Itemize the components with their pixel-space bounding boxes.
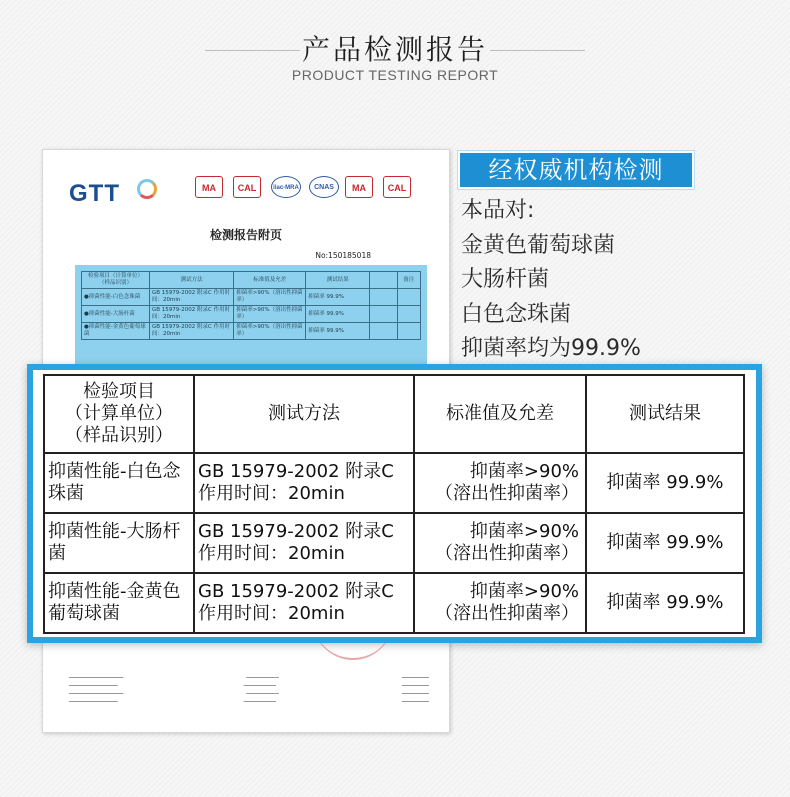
- mini-cell: [370, 323, 397, 340]
- mini-cell: [370, 306, 397, 323]
- method-line: 作用时间：20min: [198, 483, 345, 504]
- point-ecoli: 大肠杆菌: [461, 267, 550, 292]
- point-intro: 本品对:: [461, 198, 535, 223]
- cal-mark-icon-2: CAL: [383, 176, 411, 198]
- standard-line: 抑菌率>90%: [469, 461, 579, 482]
- zoomed-table-background: [33, 370, 756, 637]
- document-mini-table-highlight: [75, 265, 427, 375]
- mini-cell: GB 15979-2002 附录C 作用时间：20min: [150, 323, 234, 340]
- ilac-mark-icon: ilac-MRA: [271, 176, 301, 198]
- mini-cell: [370, 289, 397, 306]
- cell-method: [194, 453, 414, 513]
- mini-cell: GB 15979-2002 附录C 作用时间：20min: [150, 289, 234, 306]
- header-result: 测试结果: [586, 375, 744, 453]
- cell-method: [194, 513, 414, 573]
- cell-item: 抑菌性能-金黄色葡萄球菌: [44, 573, 194, 633]
- mini-cell: [397, 306, 420, 323]
- method-line: GB 15979-2002 附录C: [198, 521, 394, 542]
- cnas-mark-icon: CNAS: [309, 176, 339, 198]
- header-item-line: 检验项目: [83, 381, 155, 402]
- document-footer: [69, 675, 429, 707]
- standard-line: （溶出性抑菌率）: [435, 543, 579, 564]
- cell-result: 抑菌率 99.9%: [586, 453, 744, 513]
- mini-header-method: 测试方法: [150, 272, 234, 289]
- report-number: No:150185018: [315, 251, 371, 260]
- header-item-line: （计算单位）: [65, 403, 173, 424]
- cal-mark-icon: CAL: [233, 176, 261, 198]
- mini-cell: 抑菌率 99.9%: [306, 289, 370, 306]
- point-rate: 抑菌率均为99.9%: [461, 336, 641, 361]
- mini-cell: ●抑菌性能-金黄色葡萄球菌: [82, 323, 150, 340]
- authority-badge-label: 经权威机构检测: [488, 156, 664, 184]
- table-header-row: [44, 375, 744, 453]
- cell-standard: [414, 573, 586, 633]
- mini-header-item: 检验项目（计算单位）（样品识别）: [82, 272, 150, 289]
- page-subtitle: PRODUCT TESTING REPORT: [291, 67, 499, 83]
- mini-cell: 抑菌率>90%（溶出性抑菌率）: [234, 323, 306, 340]
- mini-header-standard: 标准值及允差: [234, 272, 306, 289]
- method-line: GB 15979-2002 附录C: [198, 581, 394, 602]
- table-row: [44, 573, 744, 633]
- standard-line: （溶出性抑菌率）: [435, 483, 579, 504]
- mini-header-result: 测试结果: [306, 272, 370, 289]
- mini-cell: [397, 289, 420, 306]
- method-line: 作用时间：20min: [198, 603, 345, 624]
- page-title: 产品检测报告: [301, 33, 488, 66]
- cell-result: 抑菌率 99.9%: [586, 513, 744, 573]
- gtt-logo: GTT: [69, 180, 120, 207]
- results-table: [43, 374, 745, 634]
- document-title: 检测报告附页: [209, 228, 282, 242]
- mini-cell: GB 15979-2002 附录C 作用时间：20min: [150, 306, 234, 323]
- footer-line: ━━━━━━━━━━━━━━━━━━ ━━━━━━━━━━━━ ━━━━━━━━━━: [69, 684, 429, 689]
- cell-standard: [414, 513, 586, 573]
- key-points: [461, 194, 781, 367]
- cell-item: 抑菌性能-大肠杆菌: [44, 513, 194, 573]
- cell-method: [194, 573, 414, 633]
- mini-header-remark: 备注: [397, 272, 420, 289]
- mini-cell: ●抑菌性能-大肠杆菌: [82, 306, 150, 323]
- document-mini-table: [81, 271, 421, 340]
- cell-result: 抑菌率 99.9%: [586, 573, 744, 633]
- mini-cell: 抑菌率 99.9%: [306, 323, 370, 340]
- mini-cell: 抑菌率 99.9%: [306, 306, 370, 323]
- point-staph: 金黄色葡萄球菌: [461, 232, 616, 258]
- cell-item: 抑菌性能-白色念珠菌: [44, 453, 194, 513]
- method-line: 作用时间：20min: [198, 543, 345, 564]
- header-standard: 标准值及允差: [414, 375, 586, 453]
- footer-line: ━━━━━━━━━━━━━━━━━━━━ ━━━━━━━━━━━━ ━━━━━━━━━━: [69, 676, 429, 681]
- header-method: 测试方法: [194, 375, 414, 453]
- header-item-line: （样品识别）: [65, 425, 173, 446]
- standard-line: 抑菌率>90%: [469, 581, 579, 602]
- standard-line: 抑菌率>90%: [469, 521, 579, 542]
- gtt-logo-ring-icon: [137, 179, 157, 199]
- footer-line: ━━━━━━━━━━━━━━━━━━ ━━━━━━━━━━━━ ━━━━━━━━━━: [69, 700, 429, 705]
- standard-line: （溶出性抑菌率）: [435, 603, 579, 624]
- mini-cell: [397, 323, 420, 340]
- authority-badge: [457, 150, 695, 190]
- cma-mark-icon-2: MA: [345, 176, 373, 198]
- method-line: GB 15979-2002 附录C: [198, 461, 394, 482]
- mini-header-blank: [370, 272, 397, 289]
- cma-mark-icon: MA: [195, 176, 223, 198]
- mini-cell: 抑菌率>90%（溶出性抑菌率）: [234, 289, 306, 306]
- cell-standard: [414, 453, 586, 513]
- table-row: [44, 513, 744, 573]
- table-row: [44, 453, 744, 513]
- mini-cell: ●抑菌性能-白色念珠菌: [82, 289, 150, 306]
- header-item: [44, 375, 194, 453]
- mini-cell: 抑菌率>90%（溶出性抑菌率）: [234, 306, 306, 323]
- footer-line: ━━━━━━━━━━━━━━━━━━━━ ━━━━━━━━━━━━ ━━━━━━━━━━: [69, 692, 429, 697]
- point-candida: 白色念珠菌: [461, 301, 572, 327]
- zoomed-table-panel: [27, 364, 762, 643]
